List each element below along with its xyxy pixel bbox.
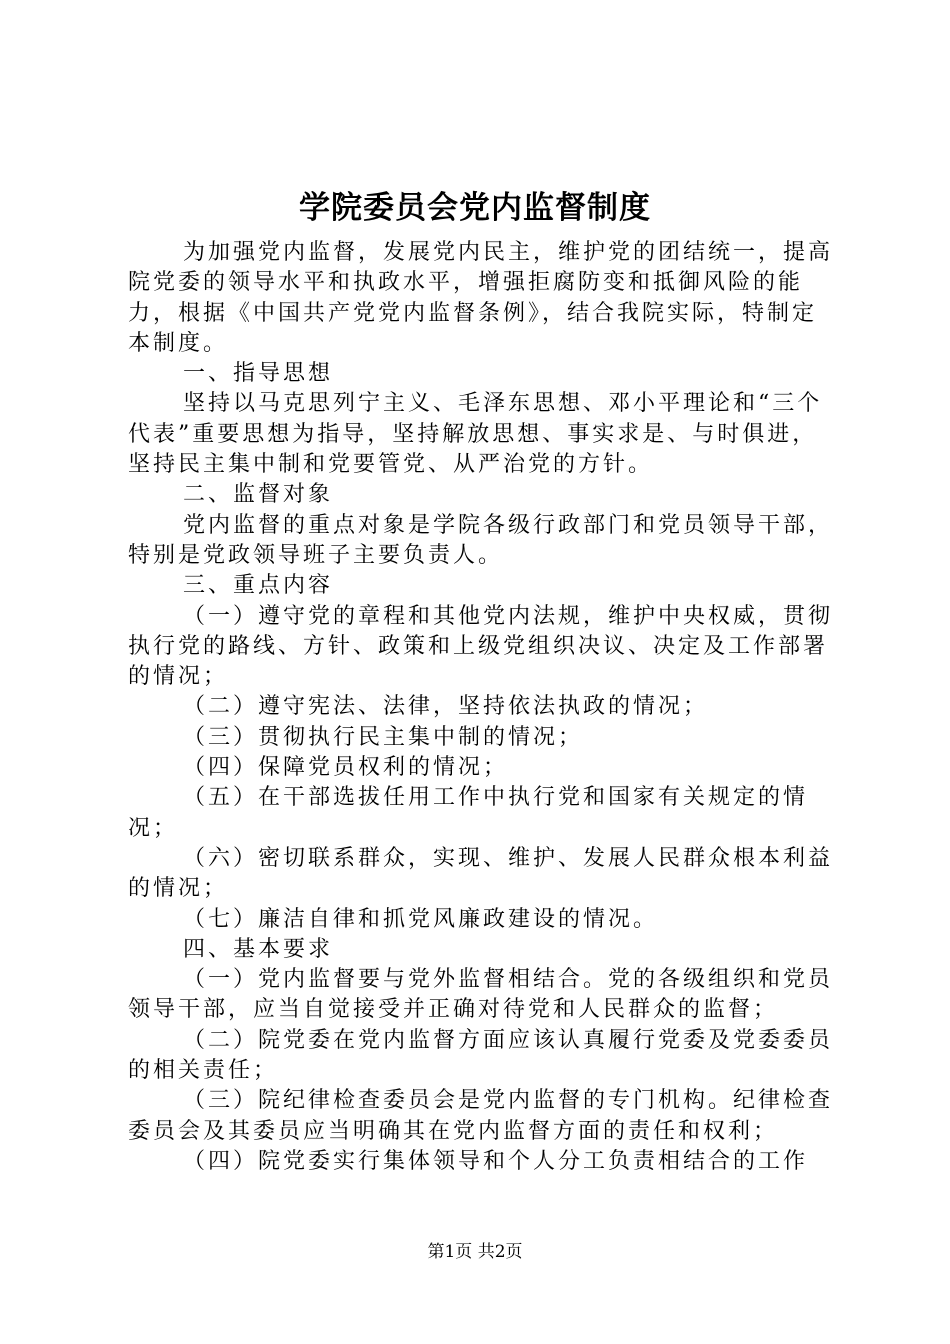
section-heading-guiding-thought: 一、指导思想 [183, 361, 334, 387]
list-item: （四）保障党员权利的情况； [183, 755, 509, 781]
list-item: （二）遵守宪法、法律，坚持依法执政的情况； [183, 694, 709, 720]
list-item: （七）廉洁自律和抓党风廉政建设的情况。 [183, 906, 659, 932]
section-heading-supervision-targets: 二、监督对象 [183, 482, 334, 508]
paragraph-supervision-targets: 党内监督的重点对象是学院各级行政部门和党员领导干部，特别是党政领导班子主要负责人。 [128, 512, 834, 568]
section-heading-key-content: 三、重点内容 [183, 573, 334, 599]
section-heading-basic-requirements: 四、基本要求 [183, 936, 334, 962]
document-body [128, 238, 834, 1177]
paragraph-intro: 为加强党内监督，发展党内民主，维护党的团结统一，提高院党委的领导水平和执政水平，增强拒腐防变和抵御风险的能力，根据《中国共产党党内监督条例》，结合我院实际，特制定本制度。 [128, 240, 834, 356]
list-item: （一）遵守党的章程和其他党内法规，维护中央权威，贯彻执行党的路线、方针、政策和上级党组织决议、决定及工作部署的情况； [128, 603, 834, 690]
list-item: （六）密切联系群众，实现、维护、发展人民群众根本利益的情况； [128, 845, 834, 902]
paragraph-guiding-thought: 坚持以马克思列宁主义、毛泽东思想、邓小平理论和“三个代表”重要思想为指导，坚持解放思想、事实求是、与时俱进，坚持民主集中制和党要管党、从严治党的方针。 [128, 391, 823, 478]
list-item: （一）党内监督要与党外监督相结合。党的各级组织和党员领导干部，应当自觉接受并正确对待党和人民群众的监督； [128, 967, 834, 1023]
page-number-footer: 第1页 共2页 [427, 1242, 523, 1262]
list-item: （五）在干部选拔任用工作中执行党和国家有关规定的情况； [128, 785, 809, 841]
document-title: 学院委员会党内监督制度 [299, 190, 651, 226]
list-item: （二）院党委在党内监督方面应该认真履行党委及党委委员的相关责任； [128, 1027, 834, 1084]
list-item: （三）院纪律检查委员会是党内监督的专门机构。纪律检查委员会及其委员应当明确其在党内监督方面的责任和权利； [128, 1088, 834, 1144]
list-item: （三）贯彻执行民主集中制的情况； [183, 724, 584, 750]
list-item: （四）院党委实行集体领导和个人分工负责相结合的工作 [183, 1148, 809, 1174]
